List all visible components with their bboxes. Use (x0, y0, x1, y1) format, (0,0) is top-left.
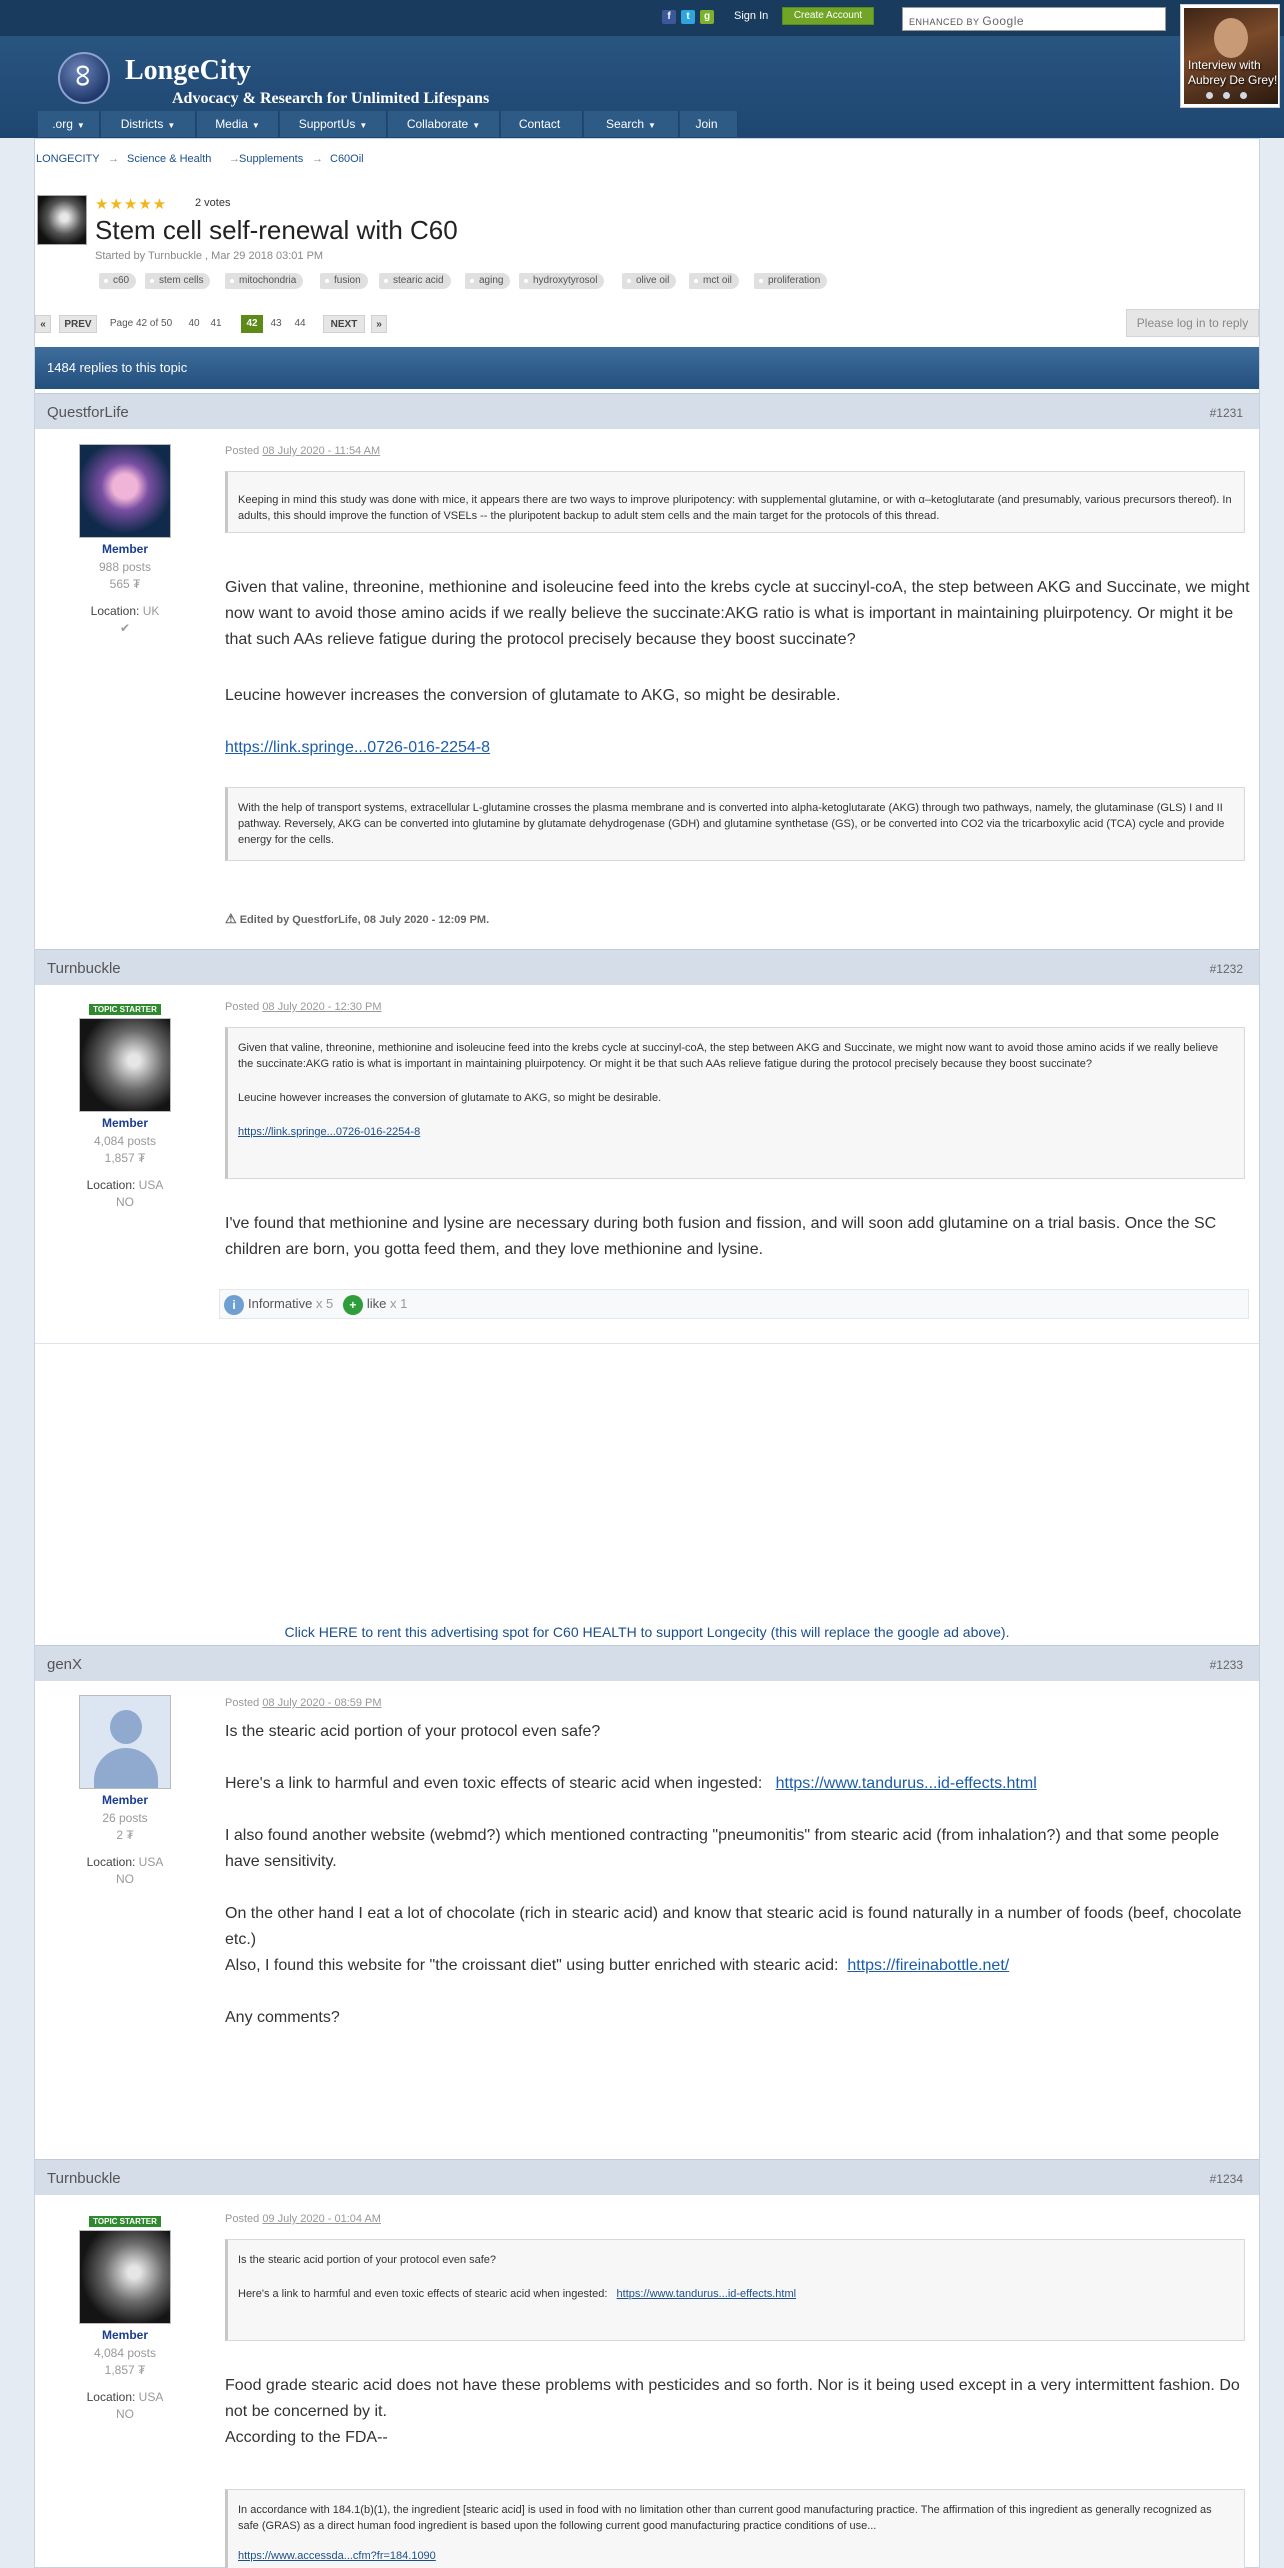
member-role: Member (101, 542, 148, 556)
tag-mitochondria[interactable]: mitochondria (225, 273, 303, 289)
create-account-button[interactable]: Create Account (782, 7, 874, 25)
post-date: Posted 08 July 2020 - 11:54 AM (225, 445, 381, 457)
post-date: Posted 09 July 2020 - 01:04 AM (225, 2213, 381, 2225)
post-link[interactable]: https://link.springe...0726-016-2254-8 (225, 739, 491, 756)
quote-text: Is the stearic acid portion of your protocol even safe? (238, 2254, 497, 2266)
post-number[interactable]: #1232 (1209, 962, 1243, 976)
quote-block: With the help of transport systems, extracellular L-glutamine crosses the plasma membrane and is converted into alpha-ketoglutarate (AKG) through two pathways, namely, the glutaminase (GLS) I and II pathway. Reversely, AKG can be converted into glutamine by glutamate dehydrogenase (GDH) and glutamine synthetase (GS), or be converted into CO2 via the tricarboxylic acid (TCA) cycle and provide energy for the cells. (225, 787, 1245, 861)
location: Location: USA (86, 1855, 164, 1869)
like-icon[interactable]: + (343, 1295, 363, 1315)
main-content (34, 138, 1260, 2568)
avatar[interactable] (79, 1018, 171, 1112)
last-page-button[interactable]: » (371, 315, 387, 333)
post-header (35, 2159, 1259, 2195)
post-body: I also found another website (webmd?) which mentioned contracting "pneumonitis" from stearic acid (from inhalation?) and that some people have sensitivity. (225, 1827, 1220, 1870)
rating-stars[interactable]: ★★★★★ (95, 196, 168, 213)
post-date: Posted 08 July 2020 - 12:30 PM (225, 1001, 382, 1013)
quote-text: Given that valine, threonine, methionine and isoleucine feed into the krebs cycle at succinyl-coA, the step between AKG and Succinate, we might now want to avoid those amino acids if we really believe the succinate:AKG ratio is what is important in maintaining pluirpotency. Or might it be that such AAs relieve fatigue during the protocol precisely because they boost succinate? (238, 1042, 1219, 1070)
quote-block (225, 2239, 1245, 2341)
site-logo-icon[interactable] (58, 52, 110, 104)
member-role: Member (101, 1793, 148, 1807)
breadcrumb-supplements[interactable]: Supplements (239, 153, 304, 165)
post-author-name[interactable]: QuestforLife (47, 404, 129, 421)
post-header (35, 393, 1259, 429)
quote-link[interactable]: https://www.tandurus...id-effects.html (616, 2288, 797, 2300)
avatar[interactable] (79, 1695, 171, 1789)
topic-starter-badge: TOPIC STARTER (89, 2216, 161, 2227)
page-link-43[interactable]: 43 (270, 318, 282, 329)
divider (35, 1343, 1259, 1344)
current-page[interactable]: 42 (241, 315, 263, 333)
like-label[interactable]: like (366, 1296, 387, 1311)
next-page-button[interactable]: NEXT (323, 315, 365, 333)
post-body: Leucine however increases the conversion of glutamate to AKG, so might be desirable. (225, 687, 841, 704)
breadcrumb-separator: → (229, 153, 240, 165)
topic-starter-badge: TOPIC STARTER (89, 1004, 161, 1015)
author-info (75, 1695, 175, 1888)
post-body: Is the stearic acid portion of your protocol even safe? (225, 1723, 601, 1740)
post-date: Posted 08 July 2020 - 08:59 PM (225, 1697, 382, 1709)
post-body: Also, I found this website for "the croissant diet" using butter enriched with stearic acid: https://fireinabottle.net/ (225, 1957, 1010, 1974)
search-enhanced-label: ENHANCED BY (909, 17, 980, 27)
breadcrumb-separator: → (108, 153, 119, 165)
topic-started-by: Started by Turnbuckle , Mar 29 2018 03:01 PM (95, 250, 324, 262)
reactions-bar (219, 1289, 1249, 1319)
quote-block (225, 2489, 1245, 2568)
author-extra: NO (116, 1195, 134, 1209)
author-info (75, 444, 175, 637)
location: Location: USA (86, 2390, 164, 2404)
post-body: Given that valine, threonine, methionine and isoleucine feed into the krebs cycle at succinyl-coA, the step between AKG and Succinate, we might now want to avoid those amino acids if we really believe the succinate:AKG ratio is what is important in maintaining pluirpotency. Or might it be that such AAs relieve fatigue during the protocol precisely because they boost succinate? (225, 579, 1250, 648)
nav-supportus[interactable]: SupportUs ▼ (280, 111, 387, 137)
first-page-button[interactable]: « (35, 315, 51, 333)
nav-org[interactable]: .org ▼ (38, 111, 100, 137)
slider-dots[interactable] (1206, 88, 1257, 102)
author-info (75, 2213, 175, 2423)
reputation: 2 ₮ (116, 1828, 134, 1842)
topic-author-avatar[interactable] (37, 195, 87, 245)
promo-image[interactable] (1184, 8, 1278, 104)
post-author-name[interactable]: genX (47, 1656, 83, 1673)
breadcrumb-longecity[interactable]: LONGECITY (36, 153, 100, 165)
post-count: 26 posts (102, 1811, 148, 1825)
edited-note: ⚠ Edited by QuestforLife, 08 July 2020 - 12:09 PM. (225, 911, 490, 926)
tag-olive-oil[interactable]: olive oil (622, 273, 676, 289)
post-count: 988 posts (98, 560, 152, 574)
author-extra: NO (116, 1872, 134, 1886)
quote-link[interactable]: https://www.accessda...cfm?fr=184.1090 (238, 2550, 436, 2562)
site-header (0, 0, 1284, 138)
like-count: x 1 (390, 1296, 408, 1311)
breadcrumb-separator: → (312, 153, 323, 165)
post-number[interactable]: #1234 (1209, 2172, 1243, 2186)
member-role: Member (101, 1116, 148, 1130)
page-title: Stem cell self-renewal with C60 (95, 215, 458, 245)
login-to-reply-button[interactable]: Please log in to reply (1126, 309, 1259, 337)
site-tagline: Advocacy & Research for Unlimited Lifespans (172, 90, 490, 107)
tag-hydroxytyrosol[interactable]: hydroxytyrosol (519, 273, 604, 289)
tag-proliferation[interactable]: proliferation (754, 273, 827, 289)
post-body: Food grade stearic acid does not have these problems with pesticides and so forth. Nor is it being used except in a very intermittent fashion. Do not be concerned by it. (225, 2377, 1240, 2420)
author-extra: NO (116, 2407, 134, 2421)
quote-block (225, 1027, 1245, 1179)
page-of-label: Page 42 of 50 (109, 318, 173, 329)
avatar[interactable] (79, 444, 171, 538)
author-extra: ✔ (119, 621, 131, 635)
post-body: I've found that methionine and lysine are necessary during both fusion and fission, and will soon add glutamine on a trial basis. Once the SC children are born, you gotta feed them, and they love methionine and lysine. (225, 1215, 1217, 1258)
vote-count: 2 votes (195, 197, 231, 209)
sign-in-link[interactable]: Sign In (734, 10, 769, 22)
google-plus-icon[interactable]: g (700, 10, 714, 24)
page-link-41[interactable]: 41 (210, 318, 222, 329)
location: Location: USA (86, 1178, 164, 1192)
breadcrumb-c60oil[interactable]: C60Oil (330, 153, 364, 165)
member-role: Member (101, 2328, 148, 2342)
post-body: On the other hand I eat a lot of chocolate (rich in stearic acid) and know that stearic acid is found naturally in a number of foods (beef, chocolate etc.) (225, 1905, 1242, 1948)
promo-caption: Interview with Aubrey De Grey! (1188, 58, 1278, 87)
facebook-icon[interactable]: f (662, 10, 676, 24)
tag-stem-cells[interactable]: stem cells (145, 273, 210, 289)
top-bar (0, 0, 1284, 36)
nav-search[interactable]: Search ▼ (584, 111, 679, 137)
page-link-44[interactable]: 44 (294, 318, 306, 329)
post-body: Here's a link to harmful and even toxic effects of stearic acid when ingested: https://www.tandurus...id-effects.html (225, 1775, 1037, 1792)
quote-text: Leucine however increases the conversion of glutamate to AKG, so might be desirable. (238, 1092, 662, 1104)
post-link[interactable]: https://fireinabottle.net/ (847, 1957, 1010, 1974)
post-count: 4,084 posts (93, 2346, 157, 2360)
tag-mct-oil[interactable]: mct oil (689, 273, 739, 289)
tag-fusion[interactable]: fusion (320, 273, 368, 289)
post-count: 4,084 posts (93, 1134, 157, 1148)
post-number[interactable]: #1231 (1209, 406, 1243, 420)
quote-text: In accordance with 184.1(b)(1), the ingredient [stearic acid] is used in food with no limitation other than current good manufacturing practice. The affirmation of this ingredient as generally recognized as safe (GRAS) as a direct human food ingredient is based upon the following current good manufacturing practice conditions of use... (238, 2504, 1212, 2532)
quote-link[interactable]: https://link.springe...0726-016-2254-8 (238, 1126, 421, 1138)
google-label: Google (982, 14, 1025, 28)
post-author-name[interactable]: Turnbuckle (47, 960, 121, 977)
nav-contact[interactable]: Contact (501, 111, 583, 137)
informative-label[interactable]: Informative (248, 1296, 313, 1311)
nav-media[interactable]: Media ▼ (197, 111, 279, 137)
nav-collaborate[interactable]: Collaborate ▼ (388, 111, 500, 137)
promo-slider[interactable] (1180, 4, 1280, 108)
site-title[interactable]: LongeCity (125, 55, 251, 86)
page-link-40[interactable]: 40 (188, 318, 200, 329)
reputation: 565 ₮ (109, 577, 141, 591)
breadcrumb-science-health[interactable]: Science & Health (127, 153, 212, 165)
reputation: 1,857 ₮ (104, 2363, 146, 2377)
twitter-icon[interactable]: t (681, 10, 695, 24)
post-body: Any comments? (225, 2009, 340, 2026)
nav-join[interactable]: Join (680, 111, 738, 137)
post-number[interactable]: #1233 (1209, 1658, 1243, 1672)
post-author-name[interactable]: Turnbuckle (47, 2170, 121, 2187)
nav-districts[interactable]: Districts ▼ (101, 111, 196, 137)
author-info (75, 1001, 175, 1211)
replies-count-bar: 1484 replies to this topic (35, 347, 1259, 389)
tag-c60[interactable]: c60 (99, 273, 136, 289)
avatar[interactable] (79, 2230, 171, 2324)
tag-aging[interactable]: aging (465, 273, 510, 289)
search-input[interactable] (902, 7, 1166, 31)
post-header (35, 1645, 1259, 1681)
informative-count: x 5 (315, 1296, 334, 1311)
quote-block: Keeping in mind this study was done with mice, it appears there are two ways to improve pluripotency: with supplemental glutamine, or with α–ketoglutarate (and presumably, various precursors thereof). In adults, this should improve the function of VSELs -- the pluripotent backup to adult stem cells and the main target for the protocols of this thread. (225, 471, 1245, 533)
informative-icon[interactable]: i (224, 1295, 244, 1315)
location: Location: UK (90, 604, 160, 618)
quote-text: Here's a link to harmful and even toxic effects of stearic acid when ingested: https://www.tandurus...id-effects.html (238, 2288, 797, 2300)
post-body: According to the FDA-- (225, 2429, 388, 2446)
warning-icon: ⚠ (225, 911, 237, 926)
reputation: 1,857 ₮ (104, 1151, 146, 1165)
tag-stearic-acid[interactable]: stearic acid (379, 273, 451, 289)
post-header (35, 949, 1259, 985)
advertising-link[interactable]: Click HERE to rent this advertising spot for C60 HEALTH to support Longecity (this will replace the google ad above). (284, 1624, 1010, 1640)
prev-page-button[interactable]: PREV (59, 315, 97, 333)
post-link[interactable]: https://www.tandurus...id-effects.html (775, 1775, 1037, 1792)
